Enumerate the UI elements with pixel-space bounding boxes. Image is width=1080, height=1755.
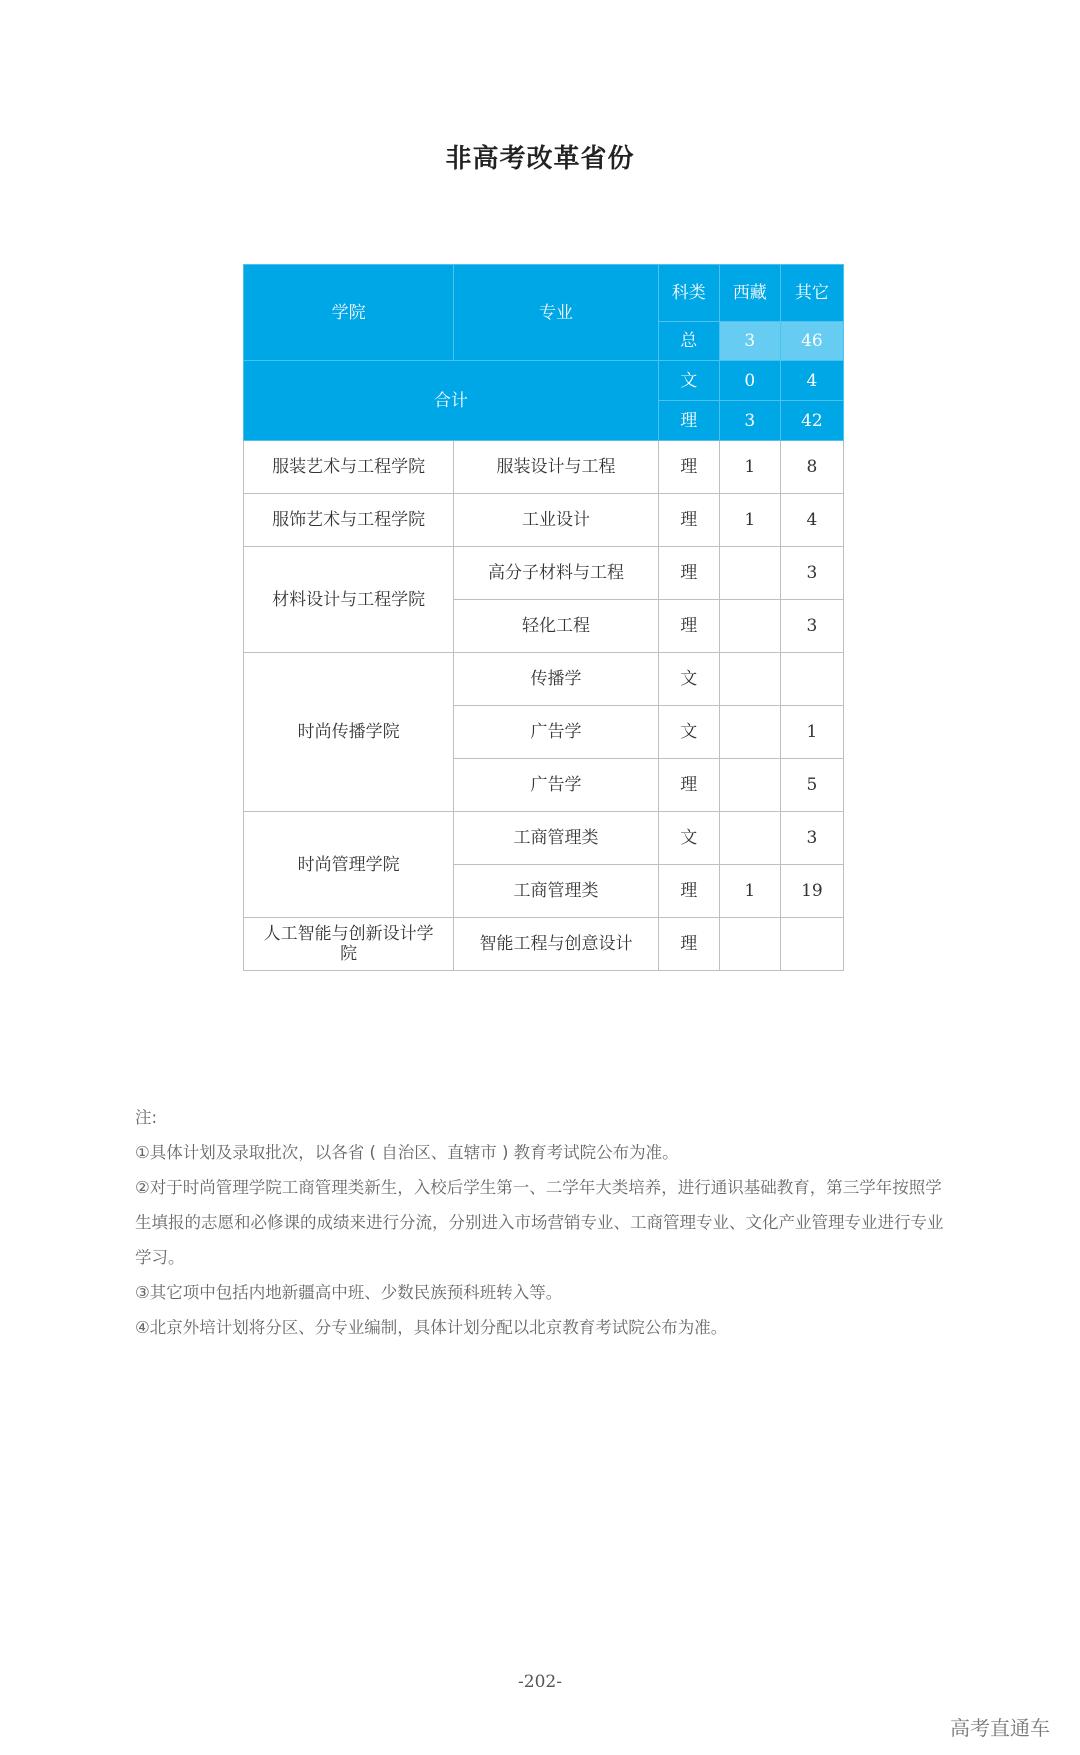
- tibet-cell: [719, 600, 780, 653]
- summary-other: 42: [780, 401, 843, 441]
- summary-category: 总: [658, 322, 719, 361]
- table-row: [244, 918, 844, 971]
- college-cell: 服饰艺术与工程学院: [244, 494, 454, 547]
- header-total: 合计: [244, 361, 659, 441]
- header-category: 科类: [658, 265, 719, 322]
- summary-category: 文: [658, 361, 719, 401]
- summary-row-arts: [244, 361, 844, 401]
- major-cell: 轻化工程: [454, 600, 658, 653]
- major-cell: 服装设计与工程: [454, 441, 658, 494]
- header-tibet: 西藏: [719, 265, 780, 322]
- summary-other: 46: [780, 322, 843, 361]
- category-cell: 理: [658, 600, 719, 653]
- tibet-cell: [719, 547, 780, 600]
- notes-heading: 注:: [135, 1108, 158, 1127]
- tibet-cell: [719, 918, 780, 971]
- other-cell: 19: [780, 865, 843, 918]
- major-cell: 工业设计: [454, 494, 658, 547]
- note-item: ④北京外培计划将分区、分专业编制，具体计划分配以北京教育考试院公布为准。: [135, 1318, 728, 1337]
- summary-tibet: 3: [719, 322, 780, 361]
- tibet-cell: [719, 812, 780, 865]
- enrollment-plan-table: [243, 264, 844, 971]
- page-title: 非高考改革省份: [445, 144, 635, 174]
- category-cell: 理: [658, 865, 719, 918]
- category-cell: 理: [658, 759, 719, 812]
- college-cell: 时尚管理学院: [244, 812, 454, 918]
- table-row: [244, 494, 844, 547]
- category-cell: 理: [658, 494, 719, 547]
- other-cell: 3: [780, 600, 843, 653]
- table-row: [244, 812, 844, 865]
- major-cell: 传播学: [454, 653, 658, 706]
- note-item: ①具体计划及录取批次，以各省 ( 自治区、直辖市 ) 教育考试院公布为准。: [135, 1143, 679, 1162]
- header-row: [244, 265, 844, 322]
- college-cell: 材料设计与工程学院: [244, 547, 454, 653]
- category-cell: 文: [658, 812, 719, 865]
- tibet-cell: 1: [719, 494, 780, 547]
- college-cell: 服装艺术与工程学院: [244, 441, 454, 494]
- other-cell: [780, 653, 843, 706]
- table-row: [244, 441, 844, 494]
- note-item: ③其它项中包括内地新疆高中班、少数民族预科班转入等。: [135, 1283, 563, 1302]
- college-cell: 时尚传播学院: [244, 653, 454, 812]
- header-college: 学院: [244, 265, 454, 361]
- summary-tibet: 3: [719, 401, 780, 441]
- tibet-cell: 1: [719, 865, 780, 918]
- major-cell: 广告学: [454, 759, 658, 812]
- other-cell: 1: [780, 706, 843, 759]
- table-row: [244, 653, 844, 706]
- other-cell: 8: [780, 441, 843, 494]
- notes-section: [135, 1100, 955, 1345]
- category-cell: 文: [658, 653, 719, 706]
- tibet-cell: 1: [719, 441, 780, 494]
- other-cell: 3: [780, 812, 843, 865]
- category-cell: 理: [658, 547, 719, 600]
- page-number: -202-: [518, 1672, 562, 1692]
- category-cell: 理: [658, 441, 719, 494]
- watermark: 高考直通车: [950, 1716, 1050, 1740]
- category-cell: 理: [658, 918, 719, 971]
- summary-tibet: 0: [719, 361, 780, 401]
- category-cell: 文: [658, 706, 719, 759]
- summary-category: 理: [658, 401, 719, 441]
- summary-other: 4: [780, 361, 843, 401]
- note-item: ②对于时尚管理学院工商管理类新生，入校后学生第一、二学年大类培养，进行通识基础教育，第三学年按照学生填报的志愿和必修课的成绩来进行分流，分别进入市场营销专业、工商管理专业、文化产业管理专业进行专业学习。: [135, 1178, 944, 1267]
- header-major: 专业: [454, 265, 658, 361]
- header-other: 其它: [780, 265, 843, 322]
- major-cell: 工商管理类: [454, 812, 658, 865]
- tibet-cell: [719, 653, 780, 706]
- major-cell: 高分子材料与工程: [454, 547, 658, 600]
- other-cell: 5: [780, 759, 843, 812]
- major-cell: 智能工程与创意设计: [454, 918, 658, 971]
- tibet-cell: [719, 706, 780, 759]
- college-cell: 人工智能与创新设计学院: [244, 918, 454, 971]
- major-cell: 工商管理类: [454, 865, 658, 918]
- other-cell: 3: [780, 547, 843, 600]
- other-cell: 4: [780, 494, 843, 547]
- other-cell: [780, 918, 843, 971]
- table-row: [244, 547, 844, 600]
- major-cell: 广告学: [454, 706, 658, 759]
- tibet-cell: [719, 759, 780, 812]
